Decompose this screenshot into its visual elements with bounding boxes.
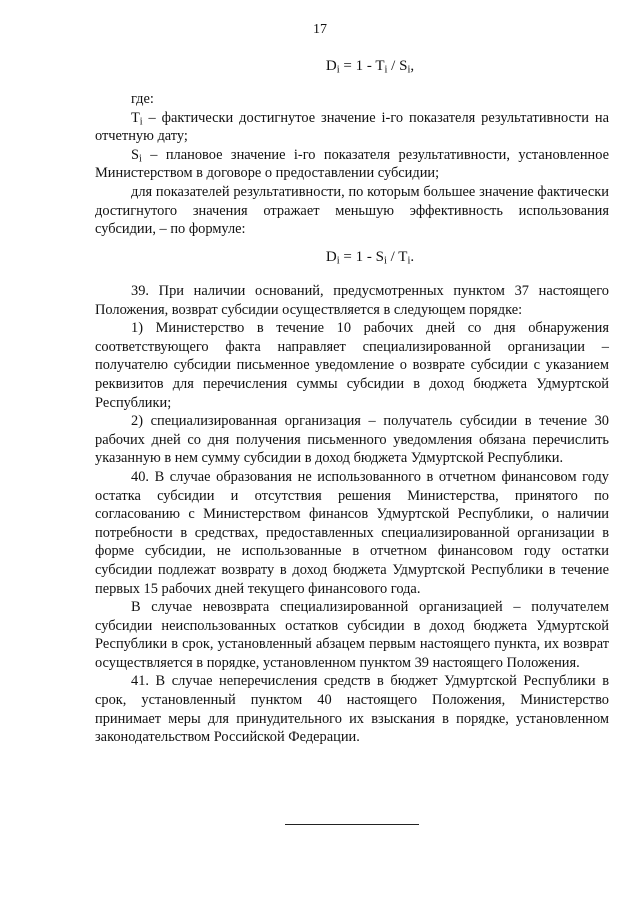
symbol-sub: i (139, 153, 142, 165)
formula-lhs-sub: i (336, 255, 340, 267)
formula-lhs-sub: i (336, 64, 340, 76)
formula-end: , (410, 58, 415, 74)
paragraph-40-part-2: В случае невозврата специализированной организацией – получателем субсидии неиспользованных остатков субсидии в доход бюджета Удмуртской Республики в срок, установленный абзацем первым настоящего пункта, их возврат осуществляется в порядке, установленном пунктом 39 настоящего Положения. (95, 599, 609, 671)
definition-s (95, 146, 609, 183)
paragraph-39: 39. При наличии оснований, предусмотренных пунктом 37 настоящего Положения, возврат субсидии осуществляется в следующем порядке: (95, 283, 609, 318)
symbol-t: T (131, 109, 140, 126)
formula-part: / S (387, 58, 408, 74)
formula-sub: i (407, 255, 411, 267)
page-number: 17 (313, 22, 327, 37)
paragraph-39-item-1: 1) Министерство в течение 10 рабочих дней со дня обнаружения соответствующего факта направляет специализированной организации – получателю субсидии письменное уведомление о возврате субсидии с указанием реквизитов для перечисления суммы субсидии в доход бюджета Удмуртской Республики; (95, 320, 609, 411)
formula-part: = 1 - S (339, 249, 384, 265)
definition-s-text: – плановое значение i-го показателя результативности, установленное Министерством в договоре о предоставлении субсидии; (95, 146, 609, 182)
main-text-block (95, 282, 609, 747)
paragraph-39-item-2: 2) специализированная организация – получатель субсидии в течение 30 рабочих дней со дня получения письменного уведомления обязана перечислить указанную в нем сумму субсидии в доход бюджета Удмуртской Республики. (95, 413, 609, 467)
formula-part: / T (386, 249, 408, 265)
formula-sub: i (383, 255, 387, 267)
formula-sub: i (384, 64, 388, 76)
formula-lhs: D (325, 58, 337, 74)
formula-end: . (410, 249, 415, 265)
symbol-sub: i (139, 116, 143, 128)
formula-lhs: D (325, 249, 337, 265)
definition-t (95, 109, 609, 146)
paragraph-41: 41. В случае неперечисления средств в бюджет Удмуртской Республики в срок, установленный пунктом 40 настоящего Положения, Министерство принимает меры для принудительного их взыскания в порядке, установленном законодательством Российской Федерации. (95, 673, 609, 746)
bottom-separator-line (285, 824, 419, 825)
formula-d-s-over-t (0, 249, 640, 266)
definitions-block (95, 90, 609, 239)
where-label: где: (131, 91, 154, 107)
symbol-s: S (131, 146, 140, 163)
paragraph-40: 40. В случае образования не использованного в отчетном финансовом году остатка субсидии и отсутствия решения Министерства, принятого по согласованию с Министерством финансов Удмуртской Республики, о наличии потребности в средствах, предоставленных специализированной организации в форме субсидии, не использованные в отчетном финансовом году остатки субсидии подлежат возврату в доход бюджета Удмуртской Республики в течение первых 15 рабочих дней текущего финансового года. (95, 468, 609, 597)
formula-sub: i (407, 64, 411, 76)
definition-t-text: – фактически достигнутое значение i-го показателя результативности на отчетную дату; (95, 109, 609, 145)
formula-d-t-over-s (0, 58, 640, 75)
definition-other: для показателей результативности, по которым большее значение фактически достигнутого значения отражает меньшую эффективность использования субсидии, – по формуле: (95, 183, 609, 238)
formula-part: = 1 - T (339, 58, 385, 74)
